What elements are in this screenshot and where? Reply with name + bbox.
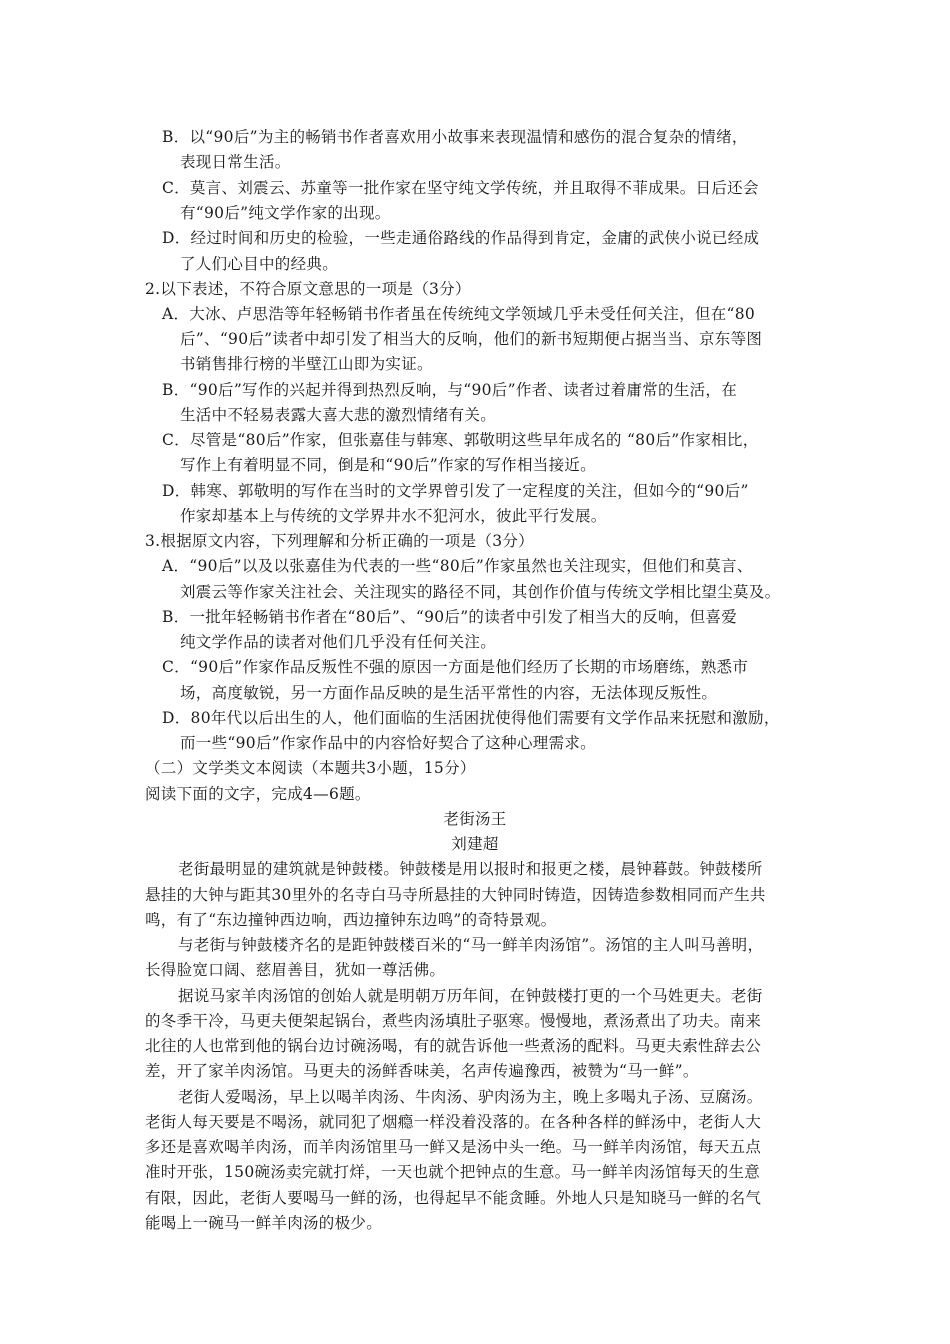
story-p4-line4: 准时开张，150碗汤卖完就打烊，一天也就个把钟点的生意。马一鲜羊肉汤馆每天的生意 xyxy=(145,1163,761,1181)
story-p4-line6: 能喝上一碗马一鲜羊肉汤的极少。 xyxy=(145,1214,383,1232)
section2-instruction: 阅读下面的文字，完成4—6题。 xyxy=(145,785,371,803)
story-p2-line2: 长得脸宽口阔、慈眉善目，犹如一尊活佛。 xyxy=(145,961,446,979)
q2-option-d-line2: 作家却基本上与传统的文学界井水不犯河水，彼此平行发展。 xyxy=(180,507,607,525)
story-p4-line2: 老街人每天要是不喝汤，就同犯了烟瘾一样没着没落的。在各种各样的鲜汤中，老街人大 xyxy=(145,1113,762,1131)
q3-option-c-line1: C．“90后”作家作品反叛性不强的原因一方面是他们经历了长期的市场磨练，熟悉市 xyxy=(162,658,749,676)
q3-option-b-line2: 纯文学作品的读者对他们几乎没有任何关注。 xyxy=(180,633,497,651)
story-p3-line1: 据说马家羊肉汤馆的创始人就是明朝万历年间，在钟鼓楼打更的一个马姓更夫。老街 xyxy=(178,987,763,1005)
q3-option-c-line2: 场，高度敏锐，另一方面作品反映的是生活平常性的内容，无法体现反叛性。 xyxy=(180,684,718,702)
q2-option-b-line2: 生活中不轻易表露大喜大悲的激烈情绪有关。 xyxy=(180,406,497,424)
q1-option-b-line2: 表现日常生活。 xyxy=(180,153,291,171)
q2-option-c-line2: 写作上有着明显不同，倒是和“90后”作家的写作相当接近。 xyxy=(180,456,596,474)
q1-option-b-line1: B．以“90后”为主的畅销书作者喜欢用小故事来表现温情和感伤的混合复杂的情绪， xyxy=(162,128,748,146)
q2-option-a-line3: 书销售排行榜的半壁江山即为实证。 xyxy=(180,355,433,373)
q2-option-b-line1: B．“90后”写作的兴起并得到热烈反响，与“90后”作者、读者过着庸常的生活，在 xyxy=(162,381,738,399)
q3-option-b-line1: B．一批年轻畅销书作者在“80后”、“90后”的读者中引发了相当大的反响，但喜爱 xyxy=(162,608,738,626)
q2-option-c-line1: C．尽管是“80后”作家，但张嘉佳与韩寒、郭敬明这些早年成名的 “80后”作家相比， xyxy=(162,431,759,449)
q2-option-d-line1: D．韩寒、郭敬明的写作在当时的文学界曾引发了一定程度的关注，但如今的“90后” xyxy=(162,482,749,500)
story-p1-line1: 老街最明显的建筑就是钟鼓楼。钟鼓楼是用以报时和报更之楼，晨钟暮鼓。钟鼓楼所 xyxy=(178,860,763,878)
q1-option-d-line1: D．经过时间和历史的检验，一些走通俗路线的作品得到肯定，金庸的武侠小说已经成 xyxy=(162,229,760,247)
q3-option-d-line1: D．80年代以后出生的人，他们面临的生活困扰使得他们需要有文学作品来抚慰和激励， xyxy=(162,709,780,727)
q2-stem: 2.以下表述，不符合原文意思的一项是（3分） xyxy=(145,280,471,298)
q3-option-a-line2: 刘震云等作家关注社会、关注现实的路径不同，其创作价值与传统文学相比望尘莫及。 xyxy=(180,583,781,601)
story-p3-line2: 的冬季干冷，马更夫便架起锅台，煮些肉汤填肚子驱寒。慢慢地，煮汤煮出了功夫。南来 xyxy=(145,1012,762,1030)
story-p3-line3: 北往的人也常到他的锅台边讨碗汤喝，有的就告诉他一些煮汤的配料。马更夫索性辞去公 xyxy=(145,1037,762,1055)
q1-option-c-line1: C．莫言、刘震云、苏童等一批作家在坚守纯文学传统，并且取得不菲成果。日后还会 xyxy=(162,179,759,197)
story-title: 老街汤王 xyxy=(443,810,507,828)
q1-option-c-line2: 有“90后”纯文学作家的出现。 xyxy=(180,204,391,222)
section2-heading: （二）文学类文本阅读（本题共3小题，15分） xyxy=(145,759,476,777)
q3-option-d-line2: 而一些“90后”作家作品中的内容恰好契合了这种心理需求。 xyxy=(180,734,596,752)
q3-stem: 3.根据原文内容，下列理解和分析正确的一项是（3分） xyxy=(145,532,534,550)
story-author: 刘建超 xyxy=(451,835,499,853)
story-p1-line2: 悬挂的大钟与距其30里外的名寺白马寺所悬挂的大钟同时铸造，因铸造参数相同而产生共 xyxy=(145,886,766,904)
q3-option-a-line1: A．“90后”以及以张嘉佳为代表的一些“80后”作家虽然也关注现实，但他们和莫言、 xyxy=(162,557,753,575)
story-p1-line3: 鸣，有了“东边撞钟西边响，西边撞钟东边鸣”的奇特景观。 xyxy=(145,911,557,929)
story-p4-line1: 老街人爱喝汤，早上以喝羊肉汤、牛肉汤、驴肉汤为主，晚上多喝丸子汤、豆腐汤。 xyxy=(178,1088,763,1106)
story-p2-line1: 与老街与钟鼓楼齐名的是距钟鼓楼百米的“马一鲜羊肉汤馆”。汤馆的主人叫马善明， xyxy=(178,936,764,954)
q1-option-d-line2: 了人们心目中的经典。 xyxy=(180,255,339,273)
story-p4-line5: 有限，因此，老街人要喝马一鲜的汤，也得起早不能贪睡。外地人只是知晓马一鲜的名气 xyxy=(145,1189,762,1207)
story-p3-line4: 差，开了家羊肉汤馆。马更夫的汤鲜香味美，名声传遍豫西，被赞为“马一鲜”。 xyxy=(145,1062,699,1080)
q2-option-a-line2: 后”、“90后”读者中却引发了相当大的反响，他们的新书短期便占据当当、京东等图 xyxy=(180,330,763,348)
q2-option-a-line1: A．大冰、卢思浩等年轻畅销书作者虽在传统纯文学领域几乎未受任何关注，但在“80 xyxy=(162,305,756,323)
story-p4-line3: 多还是喜欢喝羊肉汤，而羊肉汤馆里马一鲜又是汤中头一绝。马一鲜羊肉汤馆，每天五点 xyxy=(145,1138,762,1156)
